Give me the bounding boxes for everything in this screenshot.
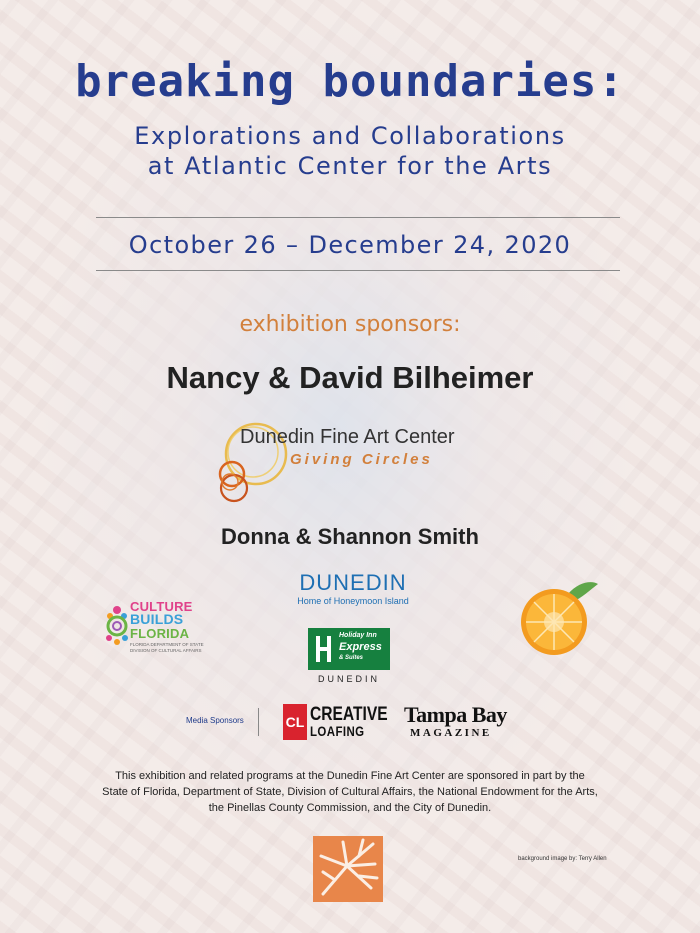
suites-text: & Suites — [339, 655, 364, 661]
creative-word: CREATIVE — [310, 704, 388, 725]
holiday-inn-text: Holiday Inn — [339, 632, 377, 639]
dunedin-tagline: Home of Honeymoon Island — [297, 596, 409, 606]
page-title: breaking boundaries: — [75, 56, 625, 107]
spiral-icon — [104, 600, 130, 650]
holiday-inn-badge — [308, 628, 390, 670]
orange-slice-logo — [516, 580, 600, 658]
culture-sub-line-1: FLORIDA DEPARTMENT OF STATE — [130, 642, 204, 647]
express-text: Express — [339, 641, 382, 653]
dunedin-logo — [278, 570, 428, 610]
subtitle-line-1: Explorations and Collaborations — [134, 122, 566, 150]
holiday-inn-express-logo — [308, 628, 390, 688]
florida-word: FLORIDA — [130, 626, 190, 641]
culture-word: CULTURE — [130, 599, 193, 614]
dfac-giving-circles-logo — [212, 416, 482, 516]
divider-bottom — [96, 270, 620, 271]
holiday-h-icon — [310, 628, 338, 670]
culture-sub-line-2: DIVISION OF CULTURAL AFFAIRS — [130, 648, 202, 653]
funding-text-line-2: State of Florida, Department of State, Division of Cultural Affairs, the National Endowment for the Arts, — [102, 786, 598, 798]
funding-text-line-3: the Pinellas County Commission, and the City of Dunedin. — [208, 802, 492, 814]
dfac-name: Dunedin Fine Art Center — [240, 426, 455, 448]
divider-top — [96, 217, 620, 218]
orange-icon — [516, 580, 600, 658]
tampa-bay-word: Tampa Bay — [404, 702, 507, 727]
secondary-sponsor-name: Donna & Shannon Smith — [221, 524, 479, 549]
magazine-word: MAGAZINE — [410, 727, 492, 739]
creative-loafing-logo — [283, 704, 388, 740]
subtitle-line-2: at Atlantic Center for the Arts — [147, 152, 553, 180]
primary-sponsor-name: Nancy & David Bilheimer — [166, 360, 534, 395]
media-sponsors-label: Media Sponsors — [186, 716, 244, 725]
cl-badge: CL — [283, 704, 307, 740]
exhibition-dates: October 26 – December 24, 2020 — [128, 231, 572, 259]
loafing-word: LOAFING — [310, 723, 365, 739]
funding-text-line-1: This exhibition and related programs at the Dunedin Fine Art Center are sponsored in part by the — [115, 770, 585, 782]
background-credit: background image by: Terry Allen — [518, 856, 607, 862]
media-divider — [258, 708, 259, 736]
builds-word: BUILDS — [130, 611, 184, 627]
palm-emblem-icon — [313, 836, 383, 902]
culture-builds-florida-logo — [104, 598, 214, 656]
sponsors-heading: exhibition sponsors: — [239, 312, 461, 337]
dfac-emblem — [313, 836, 383, 902]
dfac-tagline: Giving Circles — [290, 451, 433, 468]
holiday-inn-city: DUNEDIN — [317, 674, 380, 684]
dunedin-wordmark: DUNEDIN — [299, 570, 407, 595]
tampa-bay-magazine-logo — [404, 702, 516, 742]
